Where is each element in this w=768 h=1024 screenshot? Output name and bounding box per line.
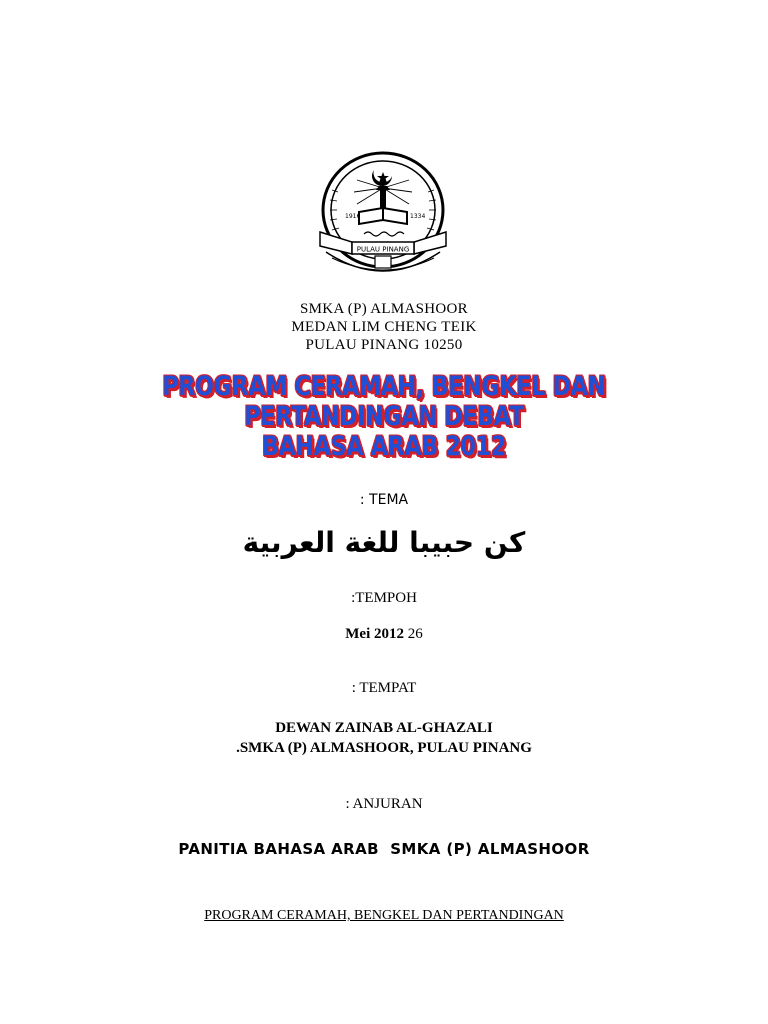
tema-label: : TEMA (359, 492, 409, 508)
logo-ribbon-text: PULAU PINANG (356, 245, 410, 254)
school-header (0, 300, 768, 354)
anjuran-label: : ANJURAN (345, 796, 423, 812)
logo-year-left: 1916 (345, 213, 361, 220)
date-value (0, 626, 768, 643)
school-address-line2: PULAU PINANG 10250 (305, 337, 463, 353)
program-title (69, 372, 699, 462)
venue-line1: DEWAN ZAINAB AL-GHAZALI (275, 720, 493, 736)
tema-value: كن حبيبا للغة العربية (242, 526, 526, 559)
date-month-year: Mei 2012 (345, 626, 404, 642)
venue (0, 718, 768, 758)
school-name: SMKA (P) ALMASHOOR (300, 301, 468, 317)
tempat-label: : TEMPAT (351, 680, 417, 696)
logo-year-right: 1334 (410, 213, 426, 220)
program-title-line3: BAHASA ARAB 2012 (261, 431, 507, 462)
school-crest-icon (312, 150, 454, 290)
tempoh-label: :TEMPOH (351, 590, 417, 606)
program-title-line1: PROGRAM CERAMAH, BENGKEL DAN (162, 371, 606, 402)
footer-title: PROGRAM CERAMAH, BENGKEL DAN PERTANDINGAN (204, 908, 564, 923)
date-day: 26 (407, 626, 423, 642)
venue-line2: .SMKA (P) ALMASHOOR, PULAU PINANG (236, 740, 532, 756)
school-address-line1: MEDAN LIM CHENG TEIK (291, 319, 477, 335)
organizer: PANITIA BAHASA ARAB SMKA (P) ALMASHOOR (178, 840, 590, 858)
program-title-line2: PERTANDINGAN DEBAT (244, 401, 524, 432)
